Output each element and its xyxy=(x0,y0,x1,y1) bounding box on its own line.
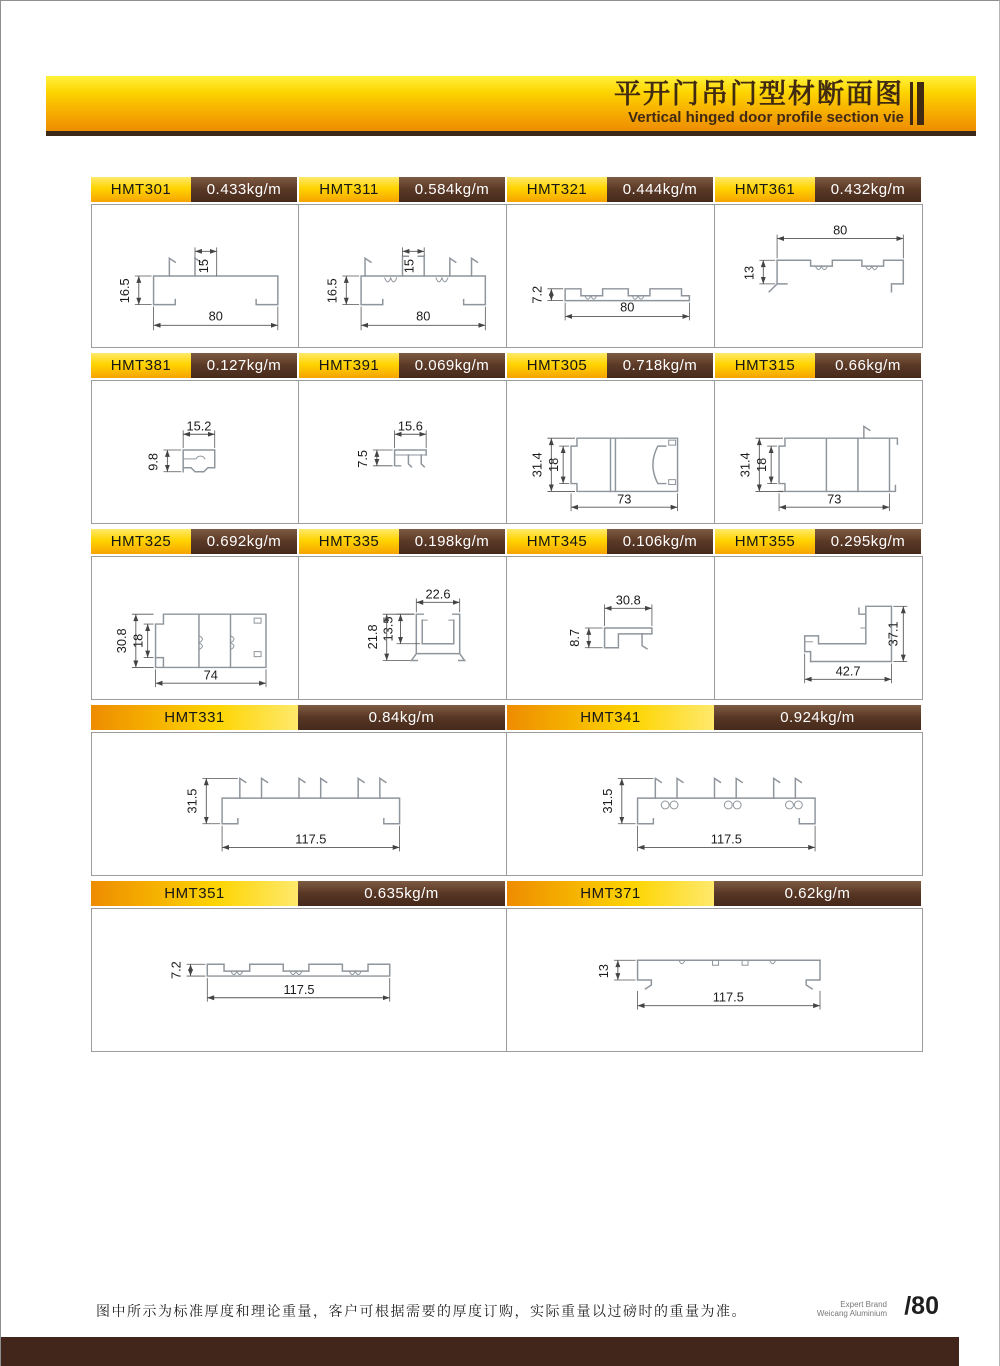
dimensions xyxy=(365,586,460,660)
dim-label: 117.5 xyxy=(712,989,744,1005)
dim-label: 7.2 xyxy=(529,285,545,304)
footer-bar xyxy=(1,1337,959,1366)
brand-line-1: Expert Brand xyxy=(840,1300,887,1309)
drawing-hmt331 xyxy=(91,732,507,876)
dim-label: 117.5 xyxy=(295,831,327,847)
drawing-hmt381 xyxy=(91,380,299,524)
profile-code: HMT371 xyxy=(507,881,714,906)
profile-outline xyxy=(805,606,892,661)
band3-headers xyxy=(91,529,923,554)
drawing-hmt321 xyxy=(507,204,715,348)
hmt321-section-drawing xyxy=(507,205,714,347)
profile-outline xyxy=(779,426,897,491)
hmt331-section-drawing xyxy=(92,733,506,875)
profile-header-hmt305 xyxy=(507,353,713,378)
profile-header-hmt321 xyxy=(507,177,713,202)
drawing-hmt315 xyxy=(715,380,923,524)
dim-label: 31.5 xyxy=(184,788,200,814)
hmt351-section-drawing xyxy=(92,909,506,1051)
profile-code: HMT361 xyxy=(715,177,815,202)
profile-outline xyxy=(605,628,652,649)
band1-headers xyxy=(91,177,923,202)
profile-weight: 0.433kg/m xyxy=(191,177,297,202)
dimensions xyxy=(737,438,889,511)
hmt371-section-drawing xyxy=(507,909,922,1051)
hmt345-section-drawing xyxy=(507,557,714,699)
hmt305-section-drawing xyxy=(507,381,714,523)
dim-label: 18 xyxy=(546,457,562,472)
profile-header-hmt391 xyxy=(299,353,505,378)
profile-outline xyxy=(156,614,266,667)
profile-weight: 0.295kg/m xyxy=(815,529,921,554)
dimensions xyxy=(117,247,278,330)
band2-headers xyxy=(91,353,923,378)
brand-block xyxy=(817,1300,887,1318)
profile-outline xyxy=(154,258,278,304)
drawing-hmt301 xyxy=(91,204,299,348)
profile-weight: 0.718kg/m xyxy=(607,353,713,378)
profile-band-4 xyxy=(91,705,923,876)
dimensions xyxy=(169,961,390,1001)
hmt341-section-drawing xyxy=(507,733,922,875)
dim-label: 80 xyxy=(208,308,223,324)
profile-code: HMT381 xyxy=(91,353,191,378)
hmt315-section-drawing xyxy=(715,381,922,523)
dimensions xyxy=(114,614,266,687)
profile-band-1 xyxy=(91,177,923,348)
profile-header-hmt315 xyxy=(715,353,921,378)
dim-label: 22.6 xyxy=(425,586,451,602)
profile-code: HMT305 xyxy=(507,353,607,378)
profile-outline xyxy=(222,778,400,823)
dim-label: 8.7 xyxy=(566,628,582,647)
profile-weight: 0.62kg/m xyxy=(714,881,921,906)
profile-outline xyxy=(571,438,678,491)
dimensions xyxy=(596,960,820,1009)
dim-label: 15.6 xyxy=(397,418,423,434)
profile-code: HMT341 xyxy=(507,705,714,730)
profile-weight: 0.198kg/m xyxy=(399,529,505,554)
header-titles xyxy=(614,79,904,126)
hmt361-section-drawing xyxy=(715,205,922,347)
profile-band-2 xyxy=(91,353,923,524)
dim-label: 18 xyxy=(754,457,770,472)
dim-label: 21.8 xyxy=(364,624,380,650)
dim-label: 9.8 xyxy=(145,452,161,471)
profile-outline xyxy=(361,256,485,304)
profile-weight: 0.924kg/m xyxy=(714,705,921,730)
dim-label: 15.2 xyxy=(186,418,212,434)
page-title-cn: 平开门吊门型材断面图 xyxy=(614,79,904,109)
band4-drawings xyxy=(91,732,923,876)
dim-label: 15 xyxy=(195,259,211,274)
dim-label: 7.2 xyxy=(168,961,184,980)
profile-code: HMT325 xyxy=(91,529,191,554)
profile-code: HMT345 xyxy=(507,529,607,554)
dim-label: 18 xyxy=(130,633,146,648)
dim-label: 31.5 xyxy=(599,788,615,814)
dimensions xyxy=(567,592,652,647)
profile-code: HMT331 xyxy=(91,705,298,730)
drawing-hmt341 xyxy=(507,732,923,876)
dimensions xyxy=(529,438,677,511)
hmt325-section-drawing xyxy=(92,557,298,699)
dimensions xyxy=(184,778,399,851)
brand-line-2: Weicang Aluminium xyxy=(816,1309,887,1318)
profile-code: HMT311 xyxy=(299,177,399,202)
profile-weight: 0.444kg/m xyxy=(607,177,713,202)
profile-header-hmt341 xyxy=(507,705,921,730)
profile-weight: 0.584kg/m xyxy=(399,177,505,202)
drawing-hmt345 xyxy=(507,556,715,700)
dimensions xyxy=(529,286,689,321)
profile-weight: 0.66kg/m xyxy=(815,353,921,378)
accent-bar-thick xyxy=(917,82,924,125)
dim-label: 74 xyxy=(203,667,218,683)
profile-header-hmt311 xyxy=(299,177,505,202)
dim-label: 7.5 xyxy=(355,450,370,468)
profile-outline xyxy=(207,964,389,976)
header-band xyxy=(46,76,976,131)
drawing-hmt325 xyxy=(91,556,299,700)
band1-drawings xyxy=(91,204,923,348)
profile-outline xyxy=(638,778,816,823)
dim-label: 31.4 xyxy=(737,452,753,478)
dim-label: 37.1 xyxy=(885,621,901,647)
dim-label: 80 xyxy=(620,299,635,315)
dim-label: 80 xyxy=(833,222,848,238)
page-number: /80 xyxy=(904,1292,939,1320)
profile-header-hmt361 xyxy=(715,177,921,202)
profile-header-hmt325 xyxy=(91,529,297,554)
profile-code: HMT351 xyxy=(91,881,298,906)
profile-weight: 0.84kg/m xyxy=(298,705,505,730)
profile-header-hmt335 xyxy=(299,529,505,554)
dim-label: 13 xyxy=(741,265,757,281)
drawing-hmt355 xyxy=(715,556,923,700)
header-underline xyxy=(46,131,976,136)
dimensions xyxy=(355,418,426,467)
profile-header-hmt351 xyxy=(91,881,505,906)
header-accent-bars xyxy=(910,82,924,125)
band4-headers xyxy=(91,705,923,730)
dimensions xyxy=(741,223,903,284)
drawing-hmt351 xyxy=(91,908,507,1052)
dim-label: 73 xyxy=(617,491,632,507)
drawing-hmt371 xyxy=(507,908,923,1052)
dim-label: 30.8 xyxy=(615,592,641,608)
profile-weight: 0.069kg/m xyxy=(399,353,505,378)
dim-label: 31.4 xyxy=(529,452,545,478)
drawing-hmt311 xyxy=(299,204,507,348)
hmt311-section-drawing xyxy=(299,205,506,347)
band3-drawings xyxy=(91,556,923,700)
profile-code: HMT321 xyxy=(507,177,607,202)
profile-code: HMT391 xyxy=(299,353,399,378)
profile-outline xyxy=(769,260,903,292)
profile-outline xyxy=(638,960,820,989)
hmt355-section-drawing xyxy=(715,557,922,699)
profile-weight: 0.106kg/m xyxy=(607,529,713,554)
profile-code: HMT315 xyxy=(715,353,815,378)
dim-label: 16.5 xyxy=(116,278,132,304)
profile-header-hmt345 xyxy=(507,529,713,554)
drawing-hmt305 xyxy=(507,380,715,524)
hmt335-section-drawing xyxy=(299,557,506,699)
dim-label: 15 xyxy=(401,259,417,274)
profile-code: HMT301 xyxy=(91,177,191,202)
profile-code: HMT335 xyxy=(299,529,399,554)
hmt381-section-drawing xyxy=(92,381,298,523)
dim-label: 73 xyxy=(827,491,842,507)
dim-label: 13.5 xyxy=(380,616,396,642)
profile-weight: 0.432kg/m xyxy=(815,177,921,202)
dim-label: 80 xyxy=(416,308,431,324)
dim-label: 117.5 xyxy=(283,981,315,997)
dim-label: 30.8 xyxy=(113,628,129,654)
hmt391-section-drawing xyxy=(299,381,506,523)
band5-drawings xyxy=(91,908,923,1052)
drawing-hmt361 xyxy=(715,204,923,348)
accent-bar-thin xyxy=(910,82,913,125)
dim-label: 13 xyxy=(596,964,611,979)
hmt301-section-drawing xyxy=(92,205,298,347)
drawing-hmt391 xyxy=(299,380,507,524)
band5-headers xyxy=(91,881,923,906)
band2-drawings xyxy=(91,380,923,524)
profile-outline xyxy=(395,450,427,467)
footer-note: 图中所示为标准厚度和理论重量，客户可根据需要的厚度订购，实际重量以过磅时的重量为准。 xyxy=(96,1303,747,1319)
dim-label: 117.5 xyxy=(710,831,742,847)
profile-weight: 0.635kg/m xyxy=(298,881,505,906)
profile-header-hmt381 xyxy=(91,353,297,378)
profile-outline xyxy=(183,450,215,472)
profile-band-3 xyxy=(91,529,923,700)
profile-header-hmt301 xyxy=(91,177,297,202)
dimensions xyxy=(146,418,215,471)
dim-label: 16.5 xyxy=(324,278,340,304)
profile-header-hmt371 xyxy=(507,881,921,906)
profile-header-hmt331 xyxy=(91,705,505,730)
drawing-hmt335 xyxy=(299,556,507,700)
profile-outline xyxy=(411,614,464,660)
profile-weight: 0.127kg/m xyxy=(191,353,297,378)
page-title-en: Vertical hinged door profile section vie xyxy=(628,109,904,126)
profile-code: HMT355 xyxy=(715,529,815,554)
profile-weight: 0.692kg/m xyxy=(191,529,297,554)
dimensions xyxy=(600,778,815,851)
profile-header-hmt355 xyxy=(715,529,921,554)
dim-label: 42.7 xyxy=(835,663,861,679)
profile-band-5 xyxy=(91,881,923,1052)
dimensions xyxy=(324,247,485,330)
